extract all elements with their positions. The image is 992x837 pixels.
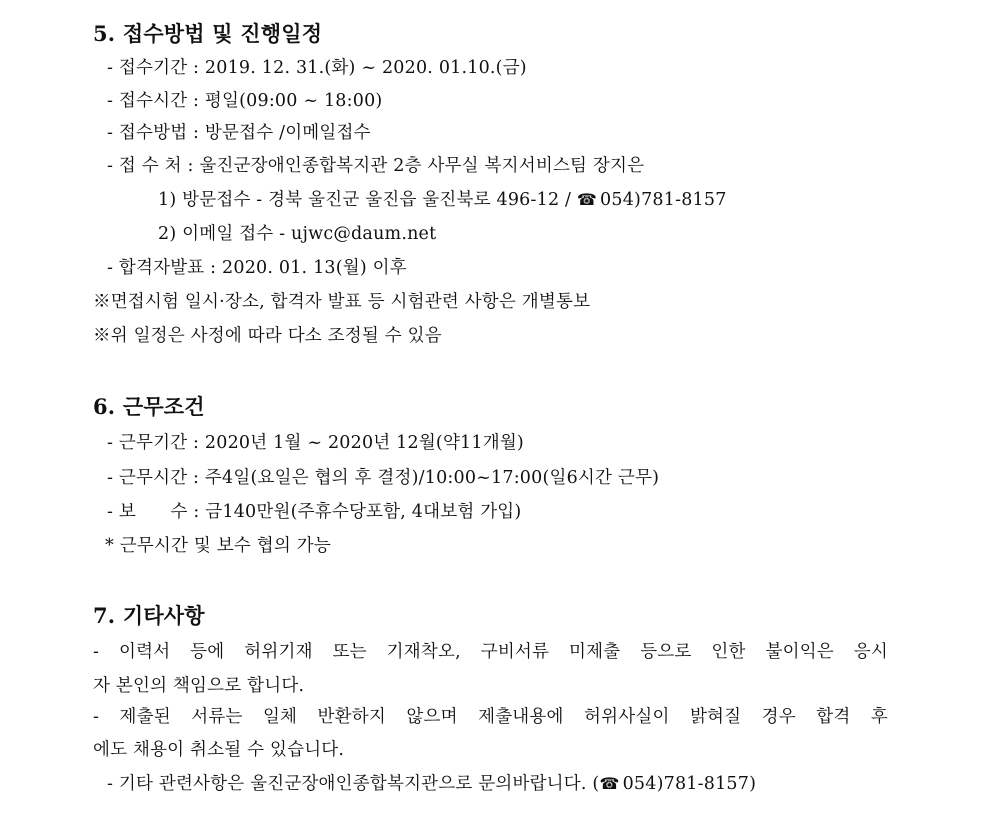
application-period: - 접수기간 : 2019. 12. 31.(화) ~ 2020. 01.10.(금) (107, 58, 527, 78)
application-hours: - 접수시간 : 평일(09:00 ~ 18:00) (107, 91, 383, 111)
false-statement-line-1: - 이력서 등에 허위기재 또는 기재착오, 구비서류 미제출 등으로 인한 불이익은 응시 (93, 642, 888, 662)
false-statement-line-2: 자 본인의 책임으로 합니다. (93, 676, 305, 696)
document-return-line-1: - 제출된 서류는 일체 반환하지 않으며 제출내용에 허위사실이 밝혀질 경우 합격 후 (93, 707, 888, 727)
salary: - 보 수 : 금140만원(주휴수당포함, 4대보험 가입) (107, 502, 522, 522)
email-application: 2) 이메일 접수 - ujwc@daum.net (158, 224, 437, 244)
contact-phone-number: 054)781-8157) (622, 774, 757, 794)
visit-phone-number: 054)781-8157 (600, 190, 727, 210)
visit-application (158, 188, 727, 212)
result-announcement: - 합격자발표 : 2020. 01. 13(월) 이후 (107, 258, 407, 278)
application-place: - 접 수 처 : 울진군장애인종합복지관 2층 사무실 복지서비스팀 장지은 (107, 156, 645, 176)
notice-interview: ※면접시험 일시·장소, 합격자 발표 등 시험관련 사항은 개별통보 (93, 292, 591, 312)
work-hours: - 근무시간 : 주4일(요일은 협의 후 결정)/10:00~17:00(일6시간 근무) (107, 468, 660, 488)
work-period: - 근무기간 : 2020년 1월 ~ 2020년 12월(약11개월) (107, 433, 524, 453)
visit-application-text: 1) 방문접수 - 경북 울진군 울진읍 울진북로 496-12 / (158, 190, 577, 210)
application-method: - 접수방법 : 방문접수 /이메일접수 (107, 123, 371, 143)
negotiation-note: * 근무시간 및 보수 협의 가능 (105, 536, 331, 556)
section-5-heading: 5. 접수방법 및 진행일정 (93, 21, 323, 46)
section-6-heading: 6. 근무조건 (93, 394, 205, 419)
notice-schedule-change: ※위 일정은 사정에 따라 다소 조정될 수 있음 (93, 326, 442, 346)
phone-icon: ☎ (576, 190, 598, 209)
section-7-heading: 7. 기타사항 (93, 603, 205, 628)
document-return-line-2: 에도 채용이 취소될 수 있습니다. (93, 740, 345, 760)
phone-icon: ☎ (599, 774, 620, 793)
contact-inquiry (107, 772, 756, 796)
contact-inquiry-text: - 기타 관련사항은 울진군장애인종합복지관으로 문의바랍니다. ( (107, 774, 600, 794)
